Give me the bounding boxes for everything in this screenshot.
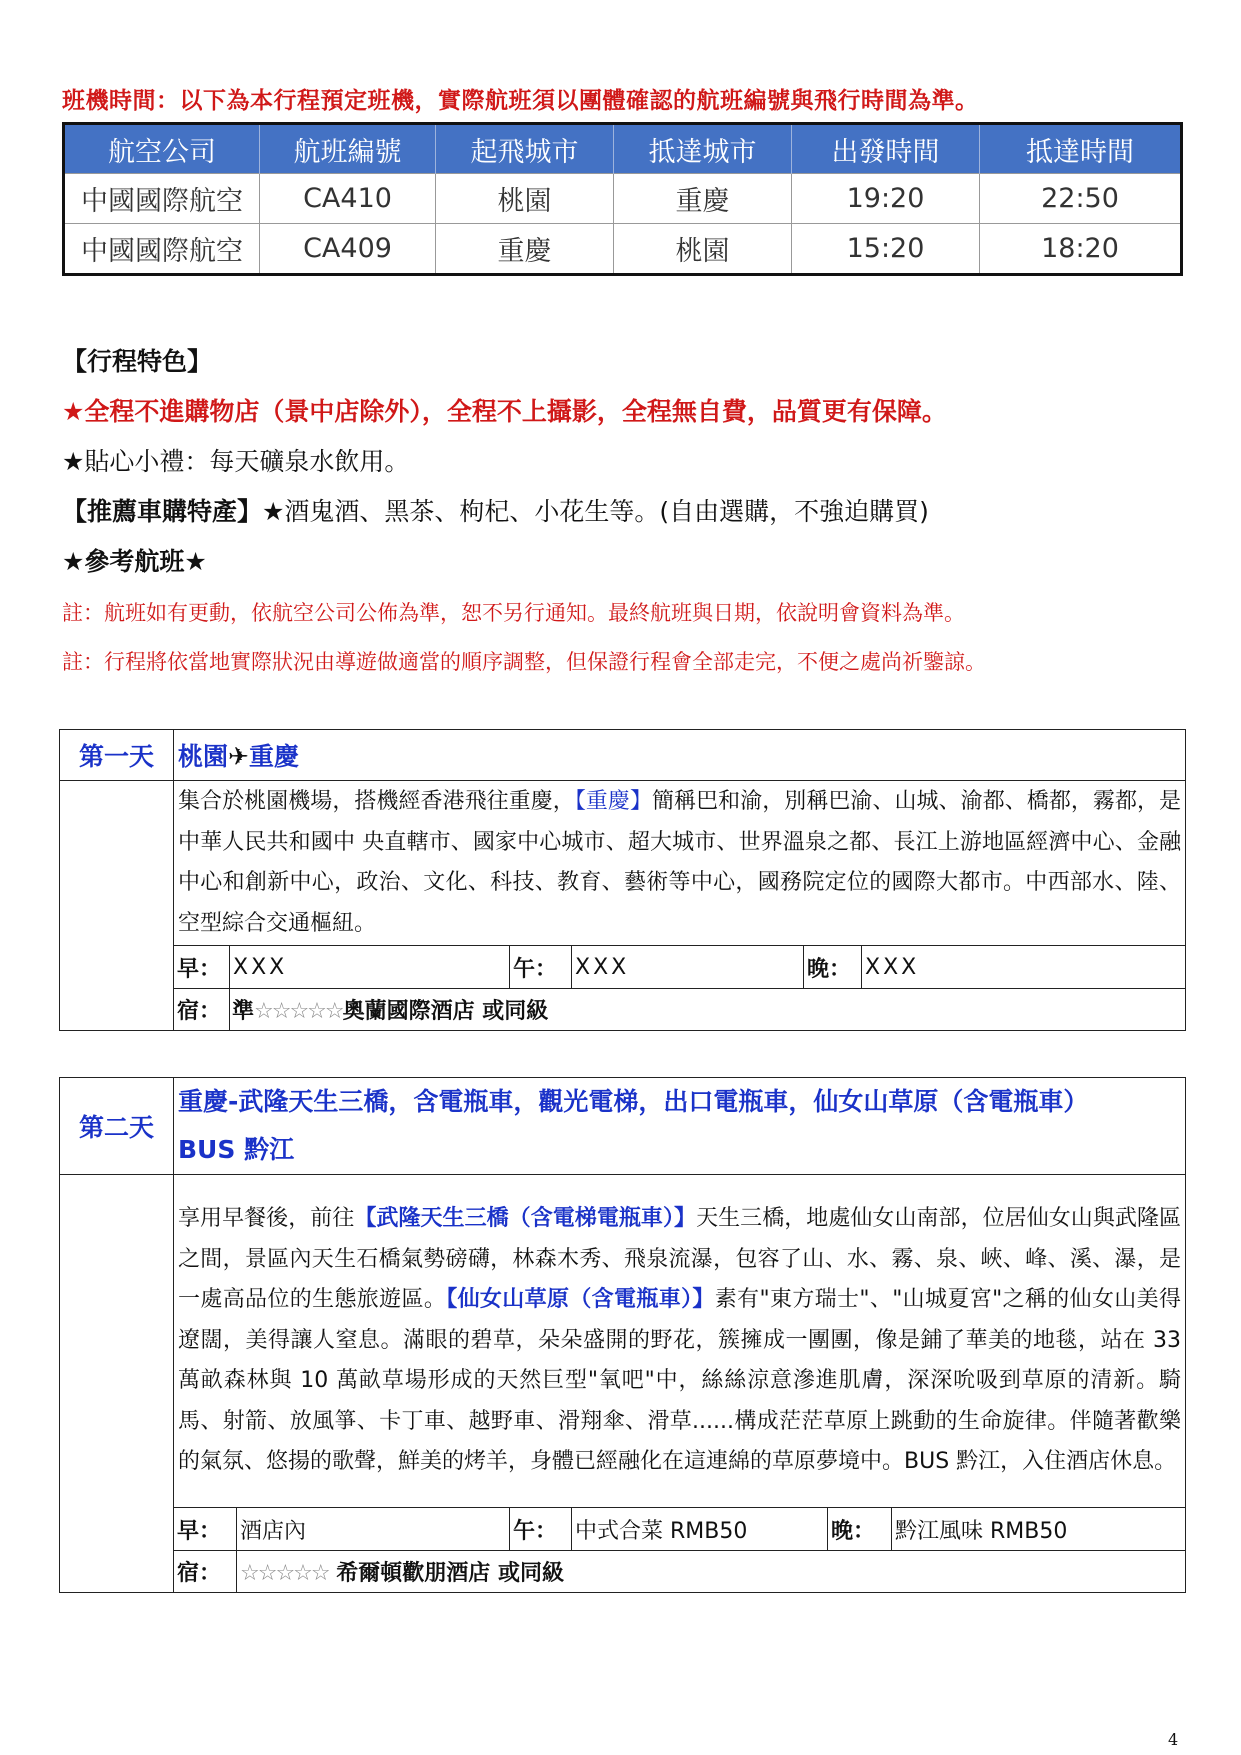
day2-description xyxy=(174,1175,1186,1508)
flight-schedule-title: 班機時間：以下為本行程預定班機，實際航班須以團體確認的航班編號與飛行時間為準。 xyxy=(62,88,979,114)
table-row xyxy=(64,174,1182,224)
day1-title xyxy=(174,730,1186,781)
day2-title: 重慶-武隆天生三橋，含電瓶車，觀光電梯，出口電瓶車，仙女山草原（含電瓶車）BUS 黔江 xyxy=(174,1078,1186,1175)
table-cell: 18:20 xyxy=(980,224,1182,275)
hotel-name: 希爾頓歡朋酒店 或同級 xyxy=(328,1561,564,1586)
dinner-label: 晚： xyxy=(828,1508,892,1551)
hotel-name: 奧蘭國際酒店 或同級 xyxy=(342,999,549,1024)
day1-title-from: 桃園 xyxy=(178,742,229,771)
day1-table xyxy=(59,729,1186,1031)
breakfast-value: XXX xyxy=(230,946,510,989)
day2-desc-highlight-xiannvshan: 【仙女山草原（含電瓶車）】 xyxy=(446,1287,715,1313)
lunch-value: XXX xyxy=(572,946,804,989)
day1-desc-intro: 集合於桃園機場，搭機經香港飛往重慶， xyxy=(178,789,575,814)
page-number: 4 xyxy=(1168,1730,1179,1749)
flight-change-note: 註：航班如有更動，依航空公司公佈為準，恕不另行通知。最終航班與日期，依說明會資料為準。 xyxy=(62,601,965,625)
breakfast-value: 酒店內 xyxy=(237,1508,510,1551)
star-rating-icon: ☆☆☆☆☆ xyxy=(240,1561,329,1586)
header-flight-no: 航班編號 xyxy=(260,124,436,174)
header-airline: 航空公司 xyxy=(64,124,260,174)
table-cell: 15:20 xyxy=(792,224,980,275)
dinner-value: XXX xyxy=(862,946,1186,989)
feature-gift: ★貼心小禮：每天礦泉水飲用。 xyxy=(62,447,410,476)
star-rating-icon: ☆☆☆☆☆ xyxy=(254,999,343,1024)
table-cell: 重慶 xyxy=(436,224,614,275)
table-cell: CA410 xyxy=(260,174,436,224)
table-cell: 中國國際航空 xyxy=(64,224,260,275)
table-row xyxy=(64,224,1182,275)
table-cell: 中國國際航空 xyxy=(64,174,260,224)
day1-desc-highlight: 【重慶】 xyxy=(574,789,653,814)
table-cell: 重慶 xyxy=(614,174,792,224)
day2-table xyxy=(59,1077,1186,1593)
table-cell: 22:50 xyxy=(980,174,1182,224)
recommended-products-label: 【推薦車購特產】 xyxy=(62,497,263,526)
hotel-label: 宿： xyxy=(174,989,230,1031)
itinerary-adjust-note: 註：行程將依當地實際狀況由導遊做適當的順序調整，但保證行程會全部走完，不便之處尚祈鑒諒。 xyxy=(62,650,986,674)
feature-recommended-products xyxy=(62,492,929,528)
flight-table-header xyxy=(64,124,1182,174)
day2-label: 第二天 xyxy=(60,1078,174,1175)
feature-no-shopping: ★全程不進購物店（景中店除外），全程不上攝影，全程無自費，品質更有保障。 xyxy=(62,397,947,426)
table-cell: 桃園 xyxy=(614,224,792,275)
reference-flight-heading: ★參考航班★ xyxy=(62,547,207,576)
recommended-products-text: ★酒鬼酒、黑茶、枸杞、小花生等。(自由選購，不強迫購買) xyxy=(262,497,929,526)
day2-desc-body2: 素有"東方瑞士"、"山城夏宮"之稱的仙女山美得遼闊，美得讓人窒息。滿眼的碧草，朵朵盛開的野花，簇擁成一團團，像是鋪了華美的地毯，站在 33 萬畝森林與 10 萬畝草場形成的天然巨型"氧吧"中，絲絲涼意滲進肌膚，深深吮吸到草原的清新。騎馬、射箭、放風箏、卡丁車、越野車、滑翔傘、滑草......構成茫茫草原上跳動的生命旋律。伴隨著歡樂的氣氛、悠揚的歌聲，鮮美的烤羊，身體已經融化在這連綿的草原夢境中。BUS 黔江，入住酒店休息。 xyxy=(178,1287,1182,1475)
lunch-label: 午： xyxy=(510,946,572,989)
day1-label: 第一天 xyxy=(60,730,174,781)
header-arrival-time: 抵達時間 xyxy=(980,124,1182,174)
table-cell: 桃園 xyxy=(436,174,614,224)
lunch-value: 中式合菜 RMB50 xyxy=(572,1508,828,1551)
hotel-label: 宿： xyxy=(174,1551,237,1593)
flight-table xyxy=(62,122,1183,276)
hotel-prefix: 準 xyxy=(232,999,255,1024)
airplane-icon: ✈ xyxy=(228,742,249,771)
day2-desc-intro: 享用早餐後，前往 xyxy=(178,1206,355,1232)
day2-hotel xyxy=(237,1551,1186,1593)
day1-title-to: 重慶 xyxy=(248,742,299,771)
header-arrival-city: 抵達城市 xyxy=(614,124,792,174)
day1-hotel xyxy=(230,989,1186,1031)
dinner-label: 晚： xyxy=(804,946,862,989)
header-departure-city: 起飛城市 xyxy=(436,124,614,174)
table-cell: 19:20 xyxy=(792,174,980,224)
day1-description xyxy=(174,781,1186,946)
day2-desc-highlight-wulong: 【武隆天生三橋（含電梯電瓶車）】 xyxy=(354,1206,697,1232)
day2-blank-cell xyxy=(60,1175,174,1593)
breakfast-label: 早： xyxy=(174,946,230,989)
lunch-label: 午： xyxy=(510,1508,572,1551)
breakfast-label: 早： xyxy=(174,1508,237,1551)
day1-blank-cell xyxy=(60,781,174,1031)
dinner-value: 黔江風味 RMB50 xyxy=(892,1508,1186,1551)
day1-desc-body: 簡稱巴和渝，別稱巴渝、山城、渝都、橋都，霧都，是中華人民共和國中 央直轄市、國家中心城市、超大城市、世界溫泉之都、長江上游地區經濟中心、金融中心和創新中心，政治、文化、科技、教育、藝術等中心，國務院定位的國際大都市。中西部水、陸、空型綜合交通樞紐。 xyxy=(178,789,1182,936)
table-cell: CA409 xyxy=(260,224,436,275)
day2-desc-body1: 天生三橋，地處仙女山南部，位居仙女山與武隆區之間，景區內天生石橋氣勢磅礴，林森木秀、飛泉流瀑，包容了山、水、霧、泉、峽、峰、溪、瀑，是一處高品位的生態旅遊區。 xyxy=(178,1206,1182,1313)
header-departure-time: 出發時間 xyxy=(792,124,980,174)
features-heading: 【行程特色】 xyxy=(62,347,213,376)
